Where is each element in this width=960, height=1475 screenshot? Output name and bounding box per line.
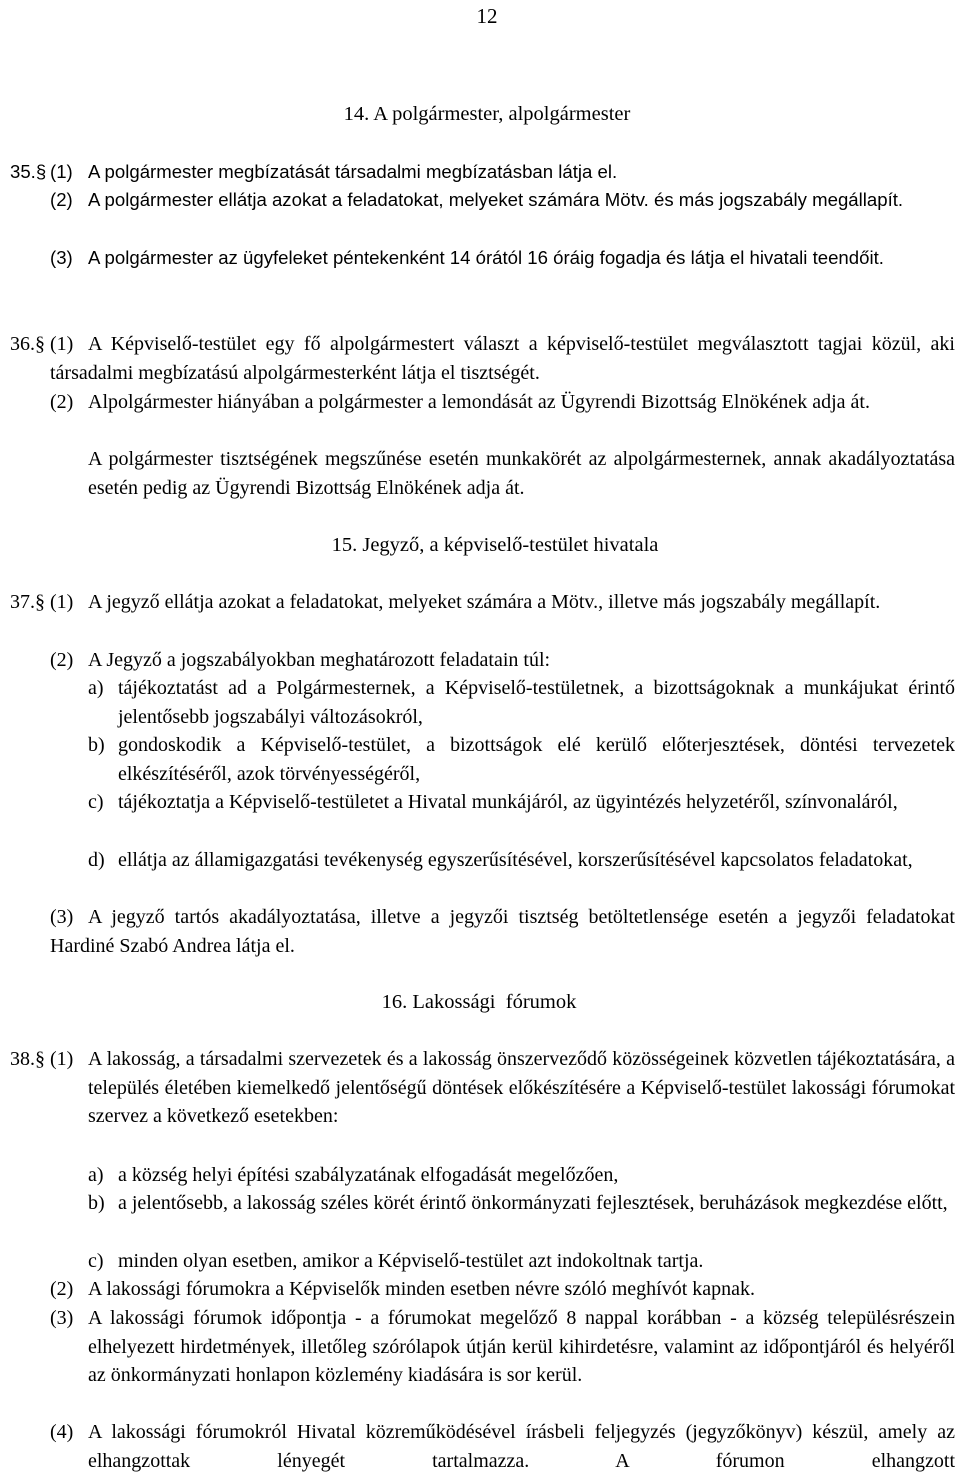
item-text: A Képviselő-testület egy fő alpolgármestert választ a képviselő-testület megválasztott tagjai közül, aki társadalmi megbízatású alpolgármesterként látja el tisztségét. [50,333,955,384]
item-text: A jegyző ellátja azokat a feladatokat, melyeket számára a Mötv., illetve más jogszabály megállapít. [88,591,881,613]
paragraph-number: 36.§ [10,333,45,355]
item-label: b) [88,1192,105,1214]
item-label: (3) [50,906,74,928]
item-text: A polgármester tisztségének megszűnése esetén munkakörét az alpolgármesternek, annak akadályoztatása esetén pedig az Ügyrendi Bizottság Elnökének adja át. [88,448,955,499]
paragraph-number: 35.§ [10,161,47,182]
paragraph-number: 38.§ [10,1048,45,1070]
item-label: c) [88,1250,104,1272]
item-text: A polgármester megbízatását társadalmi megbízatásban látja el. [88,161,618,182]
item-text: A jegyző tartós akadályoztatása, illetve a jegyzői tisztség betöltetlensége esetén a jegyzői feladatokat Hardiné Szabó Andrea látja el. [50,906,955,957]
item-label: (3) [50,247,73,268]
section-heading: 15. Jegyző, a képviselő-testület hivatala [331,534,659,556]
item-label: (1) [50,161,73,182]
item-text: A polgármester ellátja azokat a feladatokat, melyeket számára Mötv. és más jogszabály megállapít. [88,189,904,210]
item-label: c) [88,791,104,813]
section-heading: 14. A polgármester, alpolgármester [343,103,631,125]
item-text: A lakossági fórumok időpontja - a fórumokat megelőző 8 nappal korábban - a község településrészein elhelyezett hirdetmények, illetőleg szórólapok útján kerül kihirdetésre, valamint az időpontjáról és helyéről az önkormányzati honlapon közlemény kiadására is sor kerül. [88,1307,955,1387]
item-text: A lakossági fórumokra a Képviselők minden esetben névre szóló meghívót kapnak. [88,1278,756,1300]
item-label: (2) [50,189,73,210]
item-text: ellátja az államigazgatási tevékenység egyszerűsítésével, korszerűsítésével kapcsolatos feladatokat, [118,849,913,871]
item-label: a) [88,1164,104,1186]
item-label: a) [88,677,104,699]
item-label: (4) [50,1421,74,1443]
item-text: A polgármester az ügyfeleket péntekenként 14 órától 16 óráig fogadja és látja el hivatali teendőit. [88,247,884,268]
item-text: a község helyi építési szabályzatának elfogadását megelőzően, [118,1164,619,1186]
section-heading: 16. Lakossági fórumok [381,991,577,1013]
item-text: A lakossági fórumokról Hivatal közreműködésével írásbeli feljegyzés (jegyzőkönyv) készül, amely az elhangzottak lényegét tartalmazza. A fórumon elhangzott [88,1421,955,1472]
item-label: (3) [50,1307,74,1329]
item-label: (2) [50,391,74,413]
item-label: (1) [50,591,74,613]
item-text: A lakosság, a társadalmi szervezetek és a lakosság önszerveződő közösségeinek közvetlen tájékoztatására, a település életében kiemelkedő jelentőségű döntések előkészítésére a Képviselő-testület lakossági fórumokat szervez a következő esetekben: [88,1048,955,1128]
item-text: tájékoztatja a Képviselő-testületet a Hivatal munkájáról, az ügyintézés helyzetéről, színvonaláról, [118,791,898,813]
item-label: (1) [50,1048,74,1070]
item-text: a jelentősebb, a lakosság széles körét érintő önkormányzati fejlesztések, beruházások megkezdése előtt, [118,1192,948,1214]
item-label: b) [88,734,105,756]
item-text: gondoskodik a Képviselő-testület, a bizottságok elé kerülő előterjesztések, döntési tervezetek elkészítéséről, azok törvényességéről, [118,734,955,785]
item-label: d) [88,849,105,871]
item-text: Alpolgármester hiányában a polgármester a lemondását az Ügyrendi Bizottság Elnökének adja át. [88,391,870,413]
item-text: minden olyan esetben, amikor a Képviselő-testület azt indokoltnak tartja. [118,1250,704,1272]
page-number: 12 [476,4,498,28]
item-text: A Jegyző a jogszabályokban meghatározott feladatain túl: [88,649,551,671]
item-label: (2) [50,649,74,671]
item-label: (2) [50,1278,74,1300]
item-label: (1) [50,333,74,355]
paragraph-number: 37.§ [10,591,45,613]
item-text: tájékoztatást ad a Polgármesternek, a Képviselő-testületnek, a bizottságoknak a munkájukat érintő jelentősebb jogszabályi változásokról, [118,677,955,728]
